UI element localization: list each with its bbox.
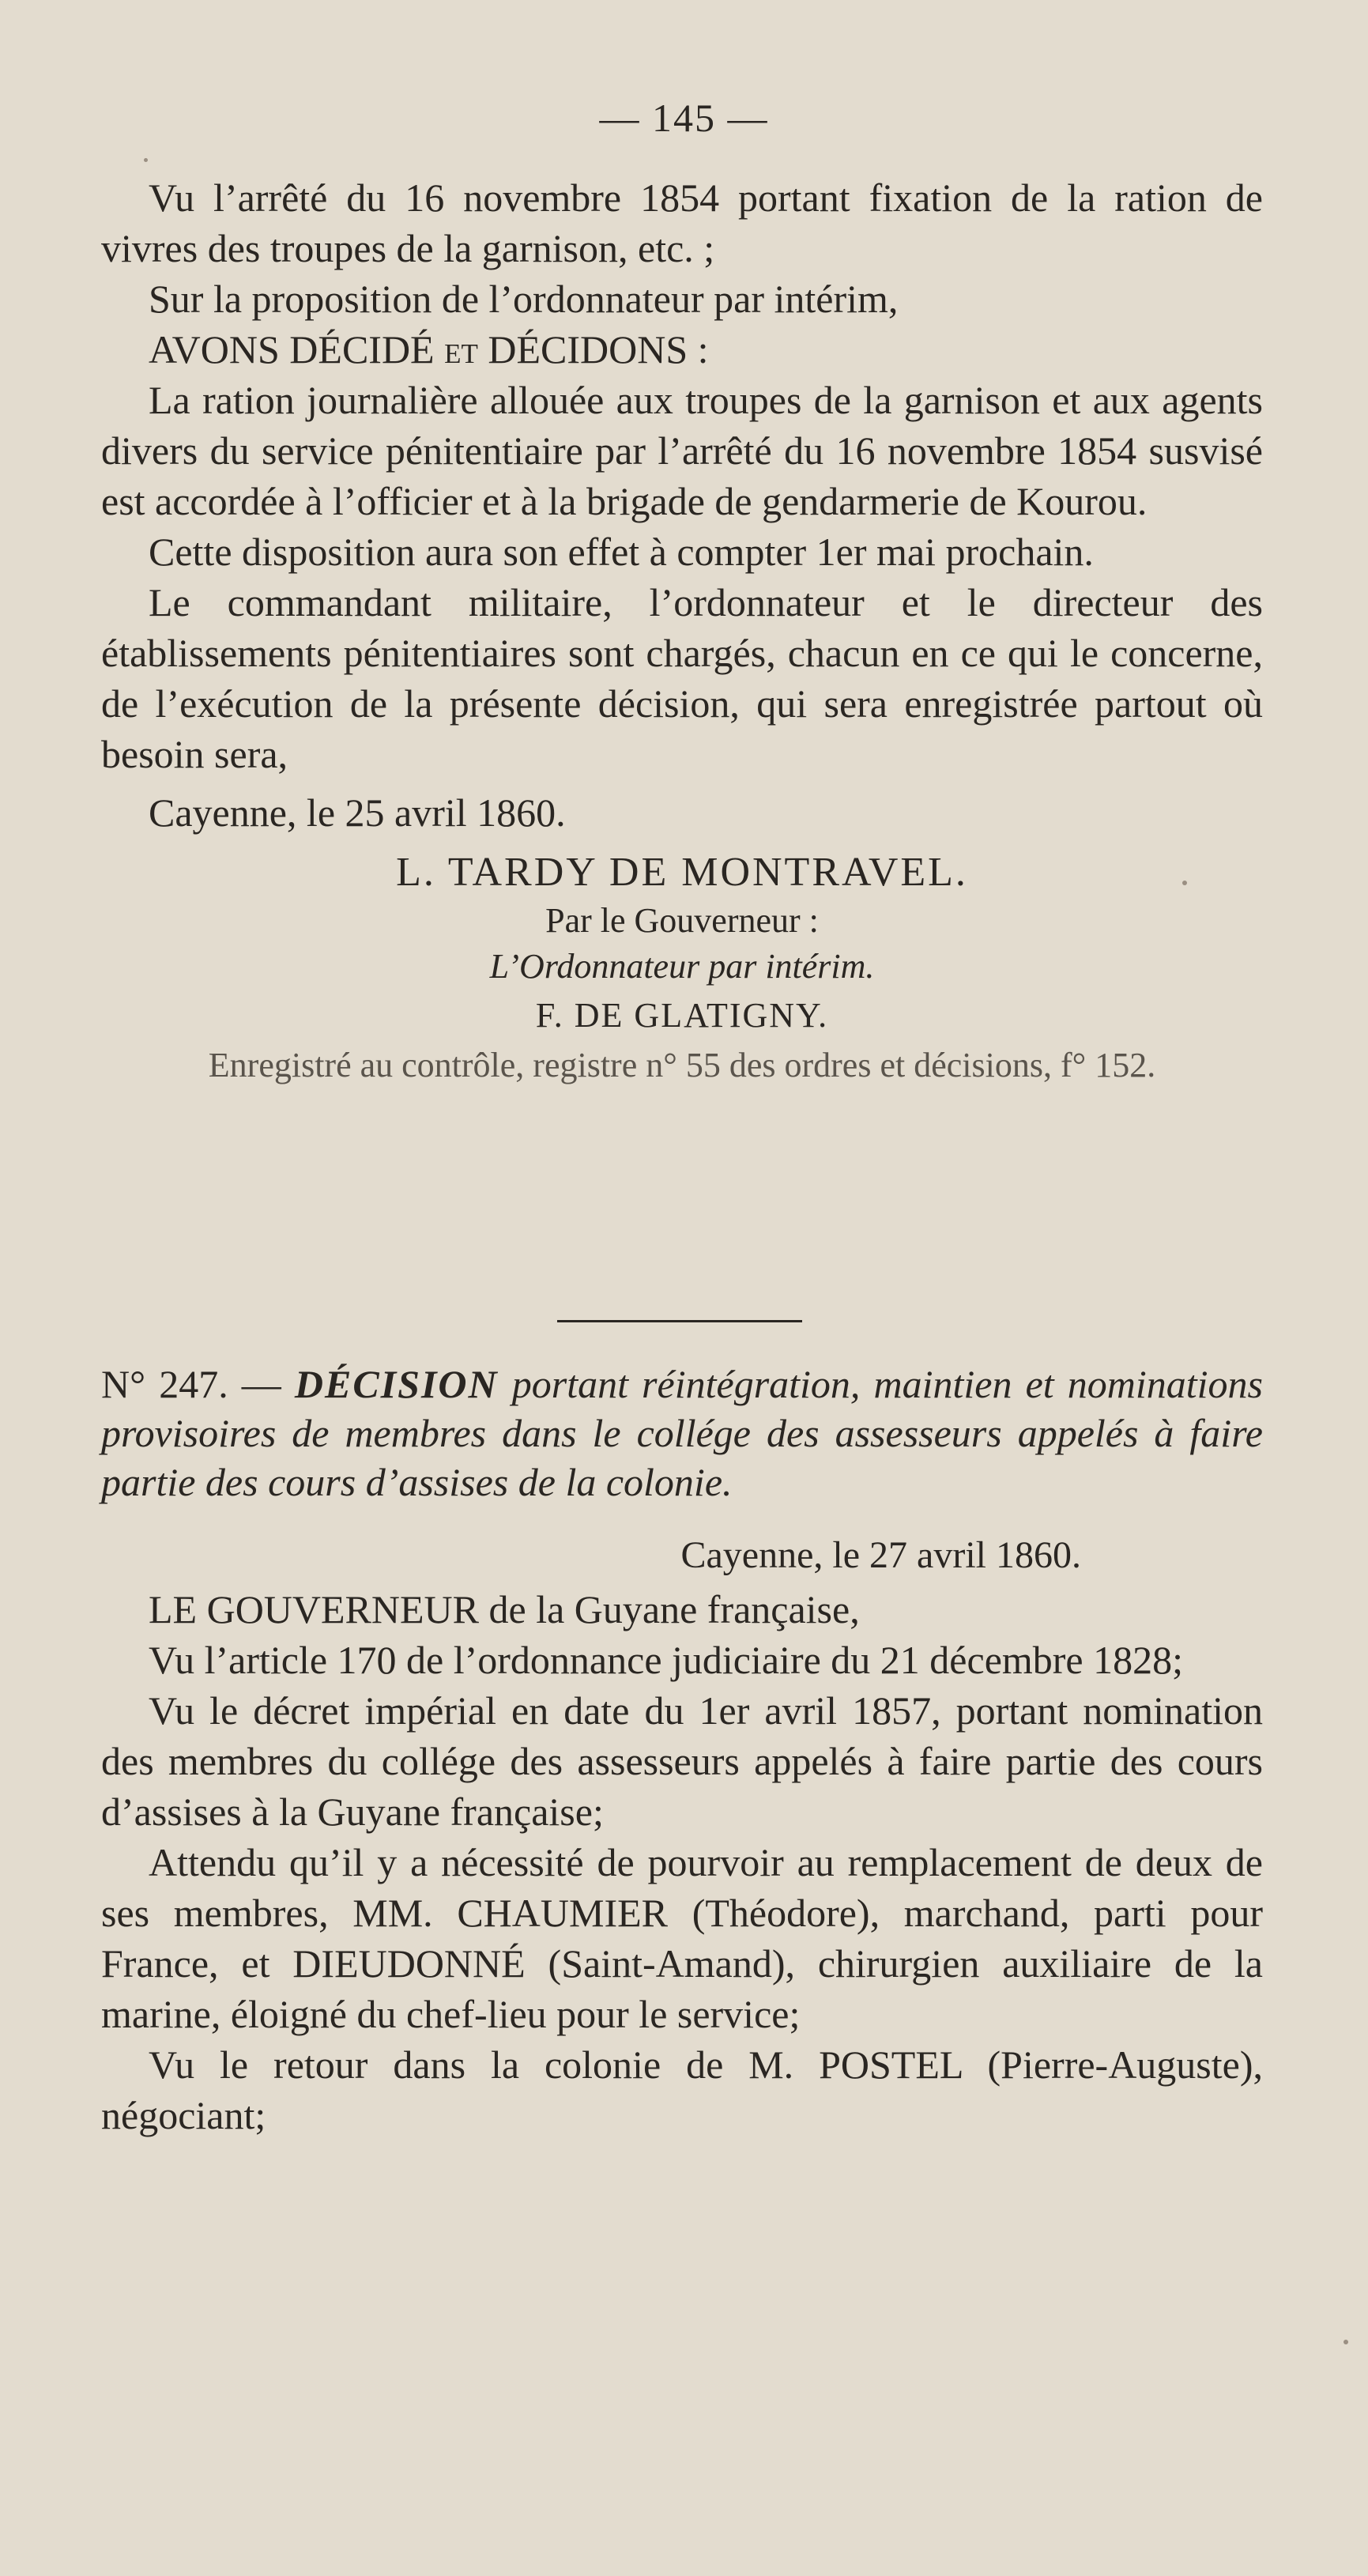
paragraph: Vu l’arrêté du 16 novembre 1854 portant fixation de la ration de vivres des troupes de la garnison, etc. ; [101, 175, 1263, 270]
decision-247 [101, 1360, 1263, 2140]
page-number: — 145 — [599, 96, 769, 140]
decision-subtitle: portant réintégration, maintien et nominations provisoires de membres dans le collége des assesseurs appelés à faire partie des cours d’assises de la colonie. [101, 1362, 1263, 1504]
paragraph: La ration journalière allouée aux troupes de la garnison et aux agents divers du service pénitentiaire par l’arrêté du 16 novembre 1854 susvisé est accordée à l’officier et à la brigade de gendarmerie de Kourou. [101, 378, 1263, 523]
by-governor: Par le Gouverneur : [545, 901, 819, 940]
decision-246-body [101, 172, 1263, 1089]
paragraph: AVONS DÉCIDÉ et DÉCIDONS : [149, 327, 709, 372]
paragraph: Vu le décret impérial en date du 1er avril 1857, portant nomination des membres du collége des assesseurs appelés à faire partie des cours d’assises à la Guyane française; [101, 1688, 1263, 1834]
ordonnateur-name: F. DE GLATIGNY. [535, 996, 829, 1035]
decision-title: DÉCISION [294, 1362, 499, 1406]
place-date: Cayenne, le 25 avril 1860. [149, 790, 566, 835]
paper-speck [1182, 881, 1187, 885]
paragraph: Attendu qu’il y a nécessité de pourvoir au remplacement de deux de ses membres, MM. CHAUMIER (Théodore), marchand, parti pour France, et DIEUDONNÉ (Saint-Amand), chirurgien auxiliaire de la marine, éloigné du chef-lieu pour le service; [101, 1840, 1263, 2036]
separator-rule [557, 1320, 802, 1322]
paper-speck [1344, 2340, 1348, 2344]
paragraph-text: LE GOUVERNEUR de la Guyane française, [149, 1587, 860, 1631]
decision-number: N° 247. — [101, 1362, 281, 1406]
paragraph: Vu le retour dans la colonie de M. POSTEL (Pierre-Auguste), négociant; [101, 2042, 1263, 2137]
signatory: L. TARDY DE MONTRAVEL. [396, 850, 968, 895]
dateline: Cayenne, le 27 avril 1860. [680, 1534, 1081, 1576]
paragraph: Sur la proposition de l’ordonnateur par intérim, [149, 277, 899, 321]
paper-speck [144, 158, 148, 162]
ordonnateur-title: L’Ordonnateur par intérim. [489, 947, 875, 986]
paragraph: Le commandant militaire, l’ordonnateur et le directeur des établissements pénitentiaires sont chargés, chacun en ce qui le concerne, de l’exécution de la présente décision, qui sera enregistrée partout où besoin sera, [101, 580, 1263, 776]
paragraph [101, 1584, 1263, 1635]
registry-note: Enregistré au contrôle, registre n° 55 des ordres et décisions, f° 152. [208, 1046, 1156, 1084]
paragraph: Vu l’article 170 de l’ordonnance judiciaire du 21 décembre 1828; [149, 1638, 1184, 1682]
paragraph: Cette disposition aura son effet à compter 1er mai prochain. [149, 530, 1094, 574]
decision-heading [101, 1360, 1263, 1507]
